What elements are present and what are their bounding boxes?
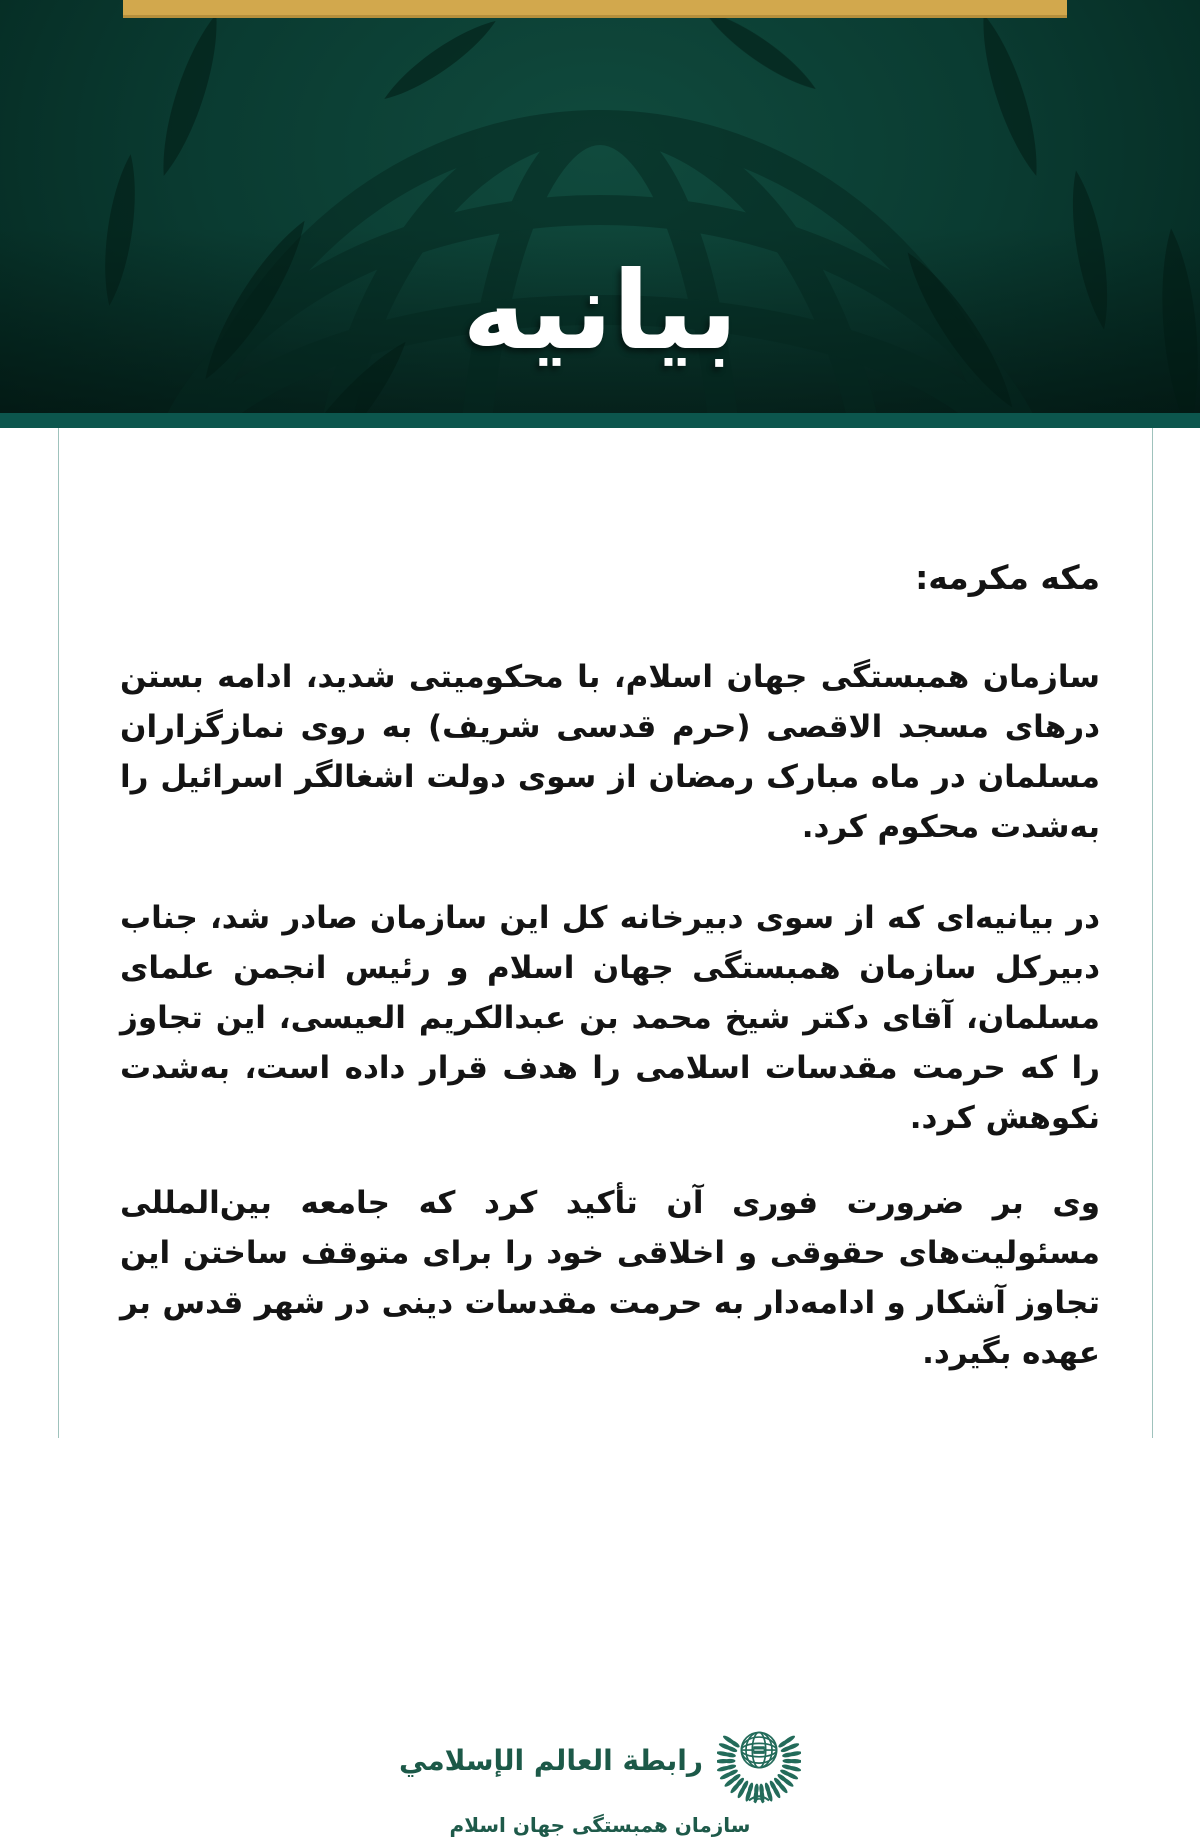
statement-paragraph: وی بر ضرورت فوری آن تأکید کرد که جامعه بین‌المللی مسئولیت‌های حقوقی و اخلاقی خود را برای متوقف ساختن این تجاوز آشکار و ادامه‌دار به حرمت مقدسات دینی در شهر قدس بر عهده بگیرد. xyxy=(120,1185,1100,1371)
left-border-rule xyxy=(58,428,59,1438)
statement-body-card xyxy=(0,428,1200,1837)
statement-title: بیانیه xyxy=(462,249,738,374)
greeting-text: مکه مکرمه: xyxy=(915,558,1100,597)
header-banner xyxy=(0,0,1200,413)
footer-logo xyxy=(0,1716,1200,1838)
statement-paragraph: سازمان همبستگی جهان اسلام، با محکومیتی شدید، ادامه بستن درهای مسجد الاقصی (حرم قدسی شریف) به روی نمازگزاران مسلمان در ماه مبارک رمضان از سوی دولت اشغالگر اسرائیل را به‌شدت محکوم کرد. xyxy=(120,659,1100,845)
footer-logo-row xyxy=(399,1716,801,1806)
gold-accent-bar xyxy=(123,0,1067,18)
statement-content xyxy=(120,428,1100,1378)
logo-calligraphy: رابطة العالم الإسلامي xyxy=(399,1744,703,1777)
right-border-rule xyxy=(1152,428,1153,1438)
statement-paragraph: در بیانیه‌ای که از سوی دبیرخانه کل این سازمان صادر شد، جناب دبیرکل سازمان همبستگی جهان اسلام و رئیس انجمن علمای مسلمان، آقای دکتر شیخ محمد بن عبدالکریم العیسی، این تجاوز را که حرمت مقدسات اسلامی را هدف قرار داده است، به‌شدت نکوهش کرد. xyxy=(120,900,1100,1136)
teal-divider-band xyxy=(0,413,1200,428)
logo-caption: سازمان همبستگی جهان اسلام xyxy=(449,1813,751,1837)
globe-laurel-wreath-icon xyxy=(717,1716,801,1806)
